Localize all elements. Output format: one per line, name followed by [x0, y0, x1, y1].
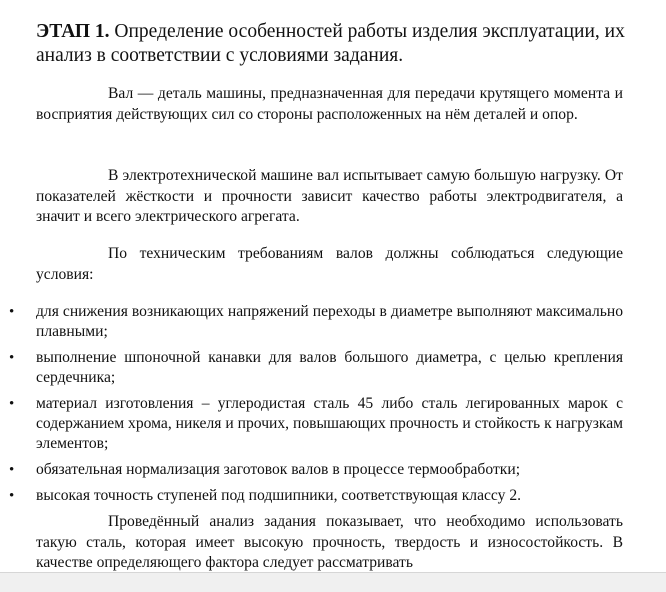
- list-item: [0, 394, 623, 454]
- list-item-text: высокая точность ступеней под подшипники, соответствующая классу 2.: [36, 487, 522, 504]
- heading-stage-label: ЭТАП 1.: [36, 21, 110, 42]
- paragraph-analysis-conclusion: Проведённый анализ задания показывает, что необходимо использовать такую сталь, которая имеет высокую прочность, твердость и износостойкость. В качестве определяющего фактора следует рассматривать: [36, 513, 623, 571]
- list-item-text: для снижения возникающих напряжений переходы в диаметре выполняют максимально плавными;: [36, 303, 623, 340]
- paragraph-shaft-load: В электротехнической машине вал испытывает самую большую нагрузку. От показателей жёсткости и прочности зависит качество работы электродвигателя, а значит и всего электрического агрегата.: [36, 167, 623, 225]
- heading-title: Определение особенностей работы изделия эксплуатации, их анализ в соответствии с условиями задания.: [36, 21, 625, 66]
- bullet-icon: •: [9, 304, 15, 320]
- section-heading: [36, 20, 626, 68]
- list-item: [0, 460, 623, 480]
- horizontal-scrollbar[interactable]: [0, 572, 666, 592]
- bullet-icon: •: [9, 488, 15, 504]
- list-item-text: обязательная нормализация заготовок валов в процессе термообработки;: [36, 461, 521, 478]
- paragraph-shaft-definition: Вал — деталь машины, предназначенная для передачи крутящего момента и восприятия действующих сил со стороны расположенных на нём деталей и опор.: [36, 85, 623, 123]
- requirements-list: [0, 302, 666, 512]
- list-item-text: материал изготовления – углеродистая сталь 45 либо сталь легированных марок с содержанием хрома, никеля и прочих, повышающих прочность и стойкость к нагрузкам элементов;: [36, 395, 623, 452]
- list-item: [0, 302, 623, 342]
- list-item-text: выполнение шпоночной канавки для валов большого диаметра, с целью крепления сердечника;: [36, 349, 623, 386]
- bullet-icon: •: [9, 462, 15, 478]
- bullet-icon: •: [9, 396, 15, 412]
- paragraph-requirements-intro: По техническим требованиям валов должны соблюдаться следующие условия:: [36, 245, 623, 283]
- list-item: [0, 348, 623, 388]
- bullet-icon: •: [9, 350, 15, 366]
- list-item: [0, 486, 623, 506]
